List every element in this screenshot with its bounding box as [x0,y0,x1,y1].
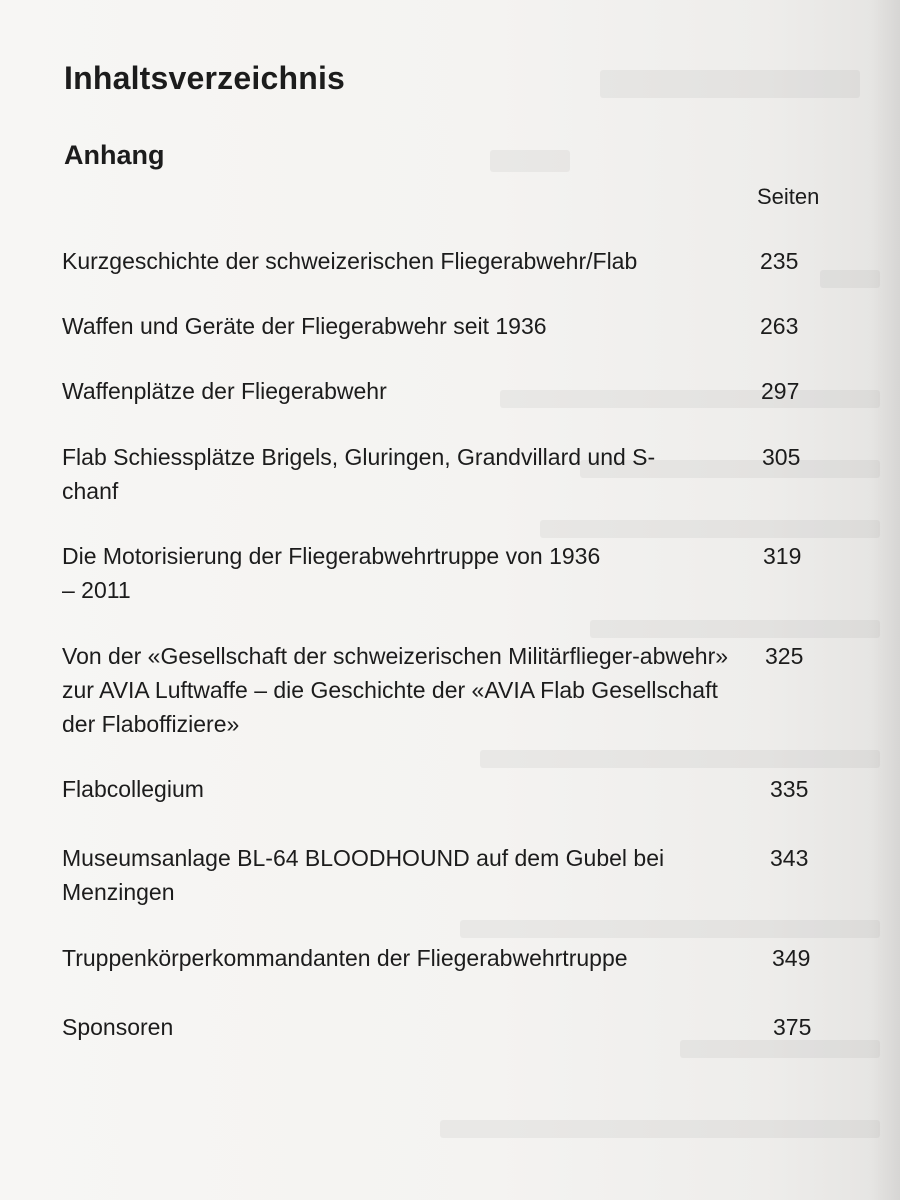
toc-entry-page: 305 [762,444,801,470]
toc-entry-page: 343 [770,845,809,871]
toc-entry-page: 325 [765,643,804,669]
toc-entry [62,1010,812,1044]
pages-column-header: Seiten [757,184,820,209]
toc-entry-title: Museumsanlage BL-64 BLOODHOUND auf dem Gubel bei Menzingen [62,845,665,905]
toc-entry [62,244,799,278]
page-title: Inhaltsverzeichnis [64,60,346,96]
toc-entry [62,309,799,343]
toc-entry [62,772,809,806]
toc-entry [62,539,802,607]
section-heading: Anhang [64,140,165,170]
toc-entry [62,941,811,975]
toc-entry [62,440,801,508]
toc-entry [62,639,804,741]
toc-entry-title: Sponsoren [62,1014,174,1040]
toc-entry-page: 375 [773,1014,812,1040]
toc-entry-title: Kurzgeschichte der schweizerischen Fliegerabwehr/Flab [62,248,638,274]
toc-entry-page: 235 [760,248,799,274]
page-edge-shadow [870,0,900,1200]
toc-entry-page: 349 [772,945,811,971]
toc-entry-title: Waffen und Geräte der Fliegerabwehr seit 1936 [62,313,547,339]
toc-entry-page: 263 [760,313,799,339]
toc-entry-title: Flabcollegium [62,776,204,802]
toc-entry [62,374,800,408]
toc-entry-title: Die Motorisierung der Fliegerabwehrtruppe von 1936 – 2011 [62,543,601,603]
toc-entry-title: Flab Schiessplätze Brigels, Gluringen, Grandvillard und S-chanf [62,444,656,504]
toc-entry-page: 319 [763,543,802,569]
toc-entry-title: Waffenplätze der Fliegerabwehr [62,378,387,404]
toc-entry-title: Von der «Gesellschaft der schweizerischen Militärflieger-abwehr» zur AVIA Luftwaffe – die Geschichte der «AVIA Flab Gesellschaft der Flaboffiziere» [62,643,729,737]
toc-entry-title: Truppenkörperkommandanten der Fliegerabwehrtruppe [62,945,628,971]
toc-entry-page: 297 [761,378,800,404]
toc-entry [62,841,809,909]
toc-entry-page: 335 [770,776,809,802]
